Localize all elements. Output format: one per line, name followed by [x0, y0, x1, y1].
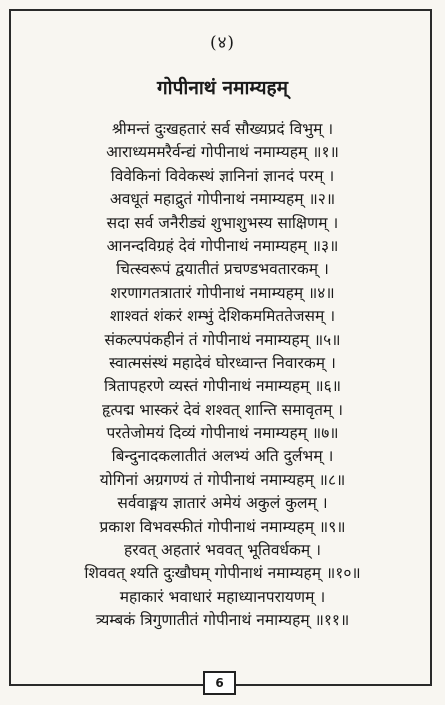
verse-line: शरणागतत्रातारं गोपीनाथं नमाम्यहम् ॥४॥ [110, 283, 335, 302]
verse-line: प्रकाश विभवस्फीतं गोपीनाथं नमाम्यहम् ॥९॥ [99, 517, 346, 536]
verse-line: त्र्यम्बकं त्रिगुणातीतं गोपीनाथं नमाम्यहम् ॥११॥ [95, 611, 350, 630]
verse-line: श्रीमन्तं दुःखहतारं सर्व सौख्यप्रदं विभुम् । [111, 120, 334, 138]
verse-line: महाकारं भवाधारं महाध्यानपरायणम् । [119, 587, 326, 606]
verse-line: संकल्पपंकहीनं तं गोपीनाथं नमाम्यहम् ॥५॥ [104, 330, 341, 349]
stotra-title: गोपीनाथं नमाम्यहम् [156, 77, 289, 99]
verse-line: सदा सर्व जनैरीड्यं शुभाशुभस्य साक्षिणम् । [106, 213, 339, 232]
verse-line: सर्ववाङ्मय ज्ञातारं अमेयं अकुलं कुलम् । [117, 494, 328, 513]
verse-line: आराध्यममरैर्वन्द्यं गोपीनाथं नमाम्यहम् ॥१॥ [106, 143, 339, 162]
verse-line: शिववत् श्यति दुःखौघम् गोपीनाथं नमाम्यहम् ॥१०॥ [84, 564, 361, 583]
verse-line: अवधूतं महाद्रुतं गोपीनाथं नमाम्यहम् ॥२॥ [109, 190, 336, 209]
verse-line: परतेजोमयं दिव्यं गोपीनाथं नमाम्यहम् ॥७॥ [106, 424, 339, 443]
verse-line: हृत्पद्म भास्करं देवं शश्वत् शान्ति समावृतम् । [101, 400, 344, 419]
verse-list [14, 118, 431, 633]
verse-line: विवेकिनां विवेकस्थं ज्ञानिनां ज्ञानदं परम् । [110, 166, 335, 185]
verse-line: शाश्वतं शंकरं शम्भुं देशिकममिततेजसम् । [109, 307, 336, 326]
verse-line: चित्स्वरूपं द्वयातीतं प्रचण्डभवतारकम् । [116, 260, 329, 279]
verse-line: बिन्दुनादकलातीतं अलभ्यं अति दुर्लभम् । [111, 447, 334, 466]
section-number: (४) [209, 33, 236, 53]
verse-line: आनन्दविग्रहं देवं गोपीनाथं नमाम्यहम् ॥३॥ [106, 236, 339, 255]
page-number: 6 [203, 671, 236, 695]
verse-line: हरवत् अहतारं भववत् भूतिवर्धकम् । [124, 541, 321, 560]
verse-line: योगिनां अग्रगण्यं तं गोपीनाथं नमाम्यहम् ॥८॥ [99, 470, 346, 489]
verse-line: त्रितापहरणे व्यस्तं गोपीनाथं नमाम्यहम् ॥६॥ [104, 377, 341, 396]
verse-line: स्वात्मसंस्थं महादेवं घोरध्वान्त निवारकम् । [109, 353, 336, 372]
